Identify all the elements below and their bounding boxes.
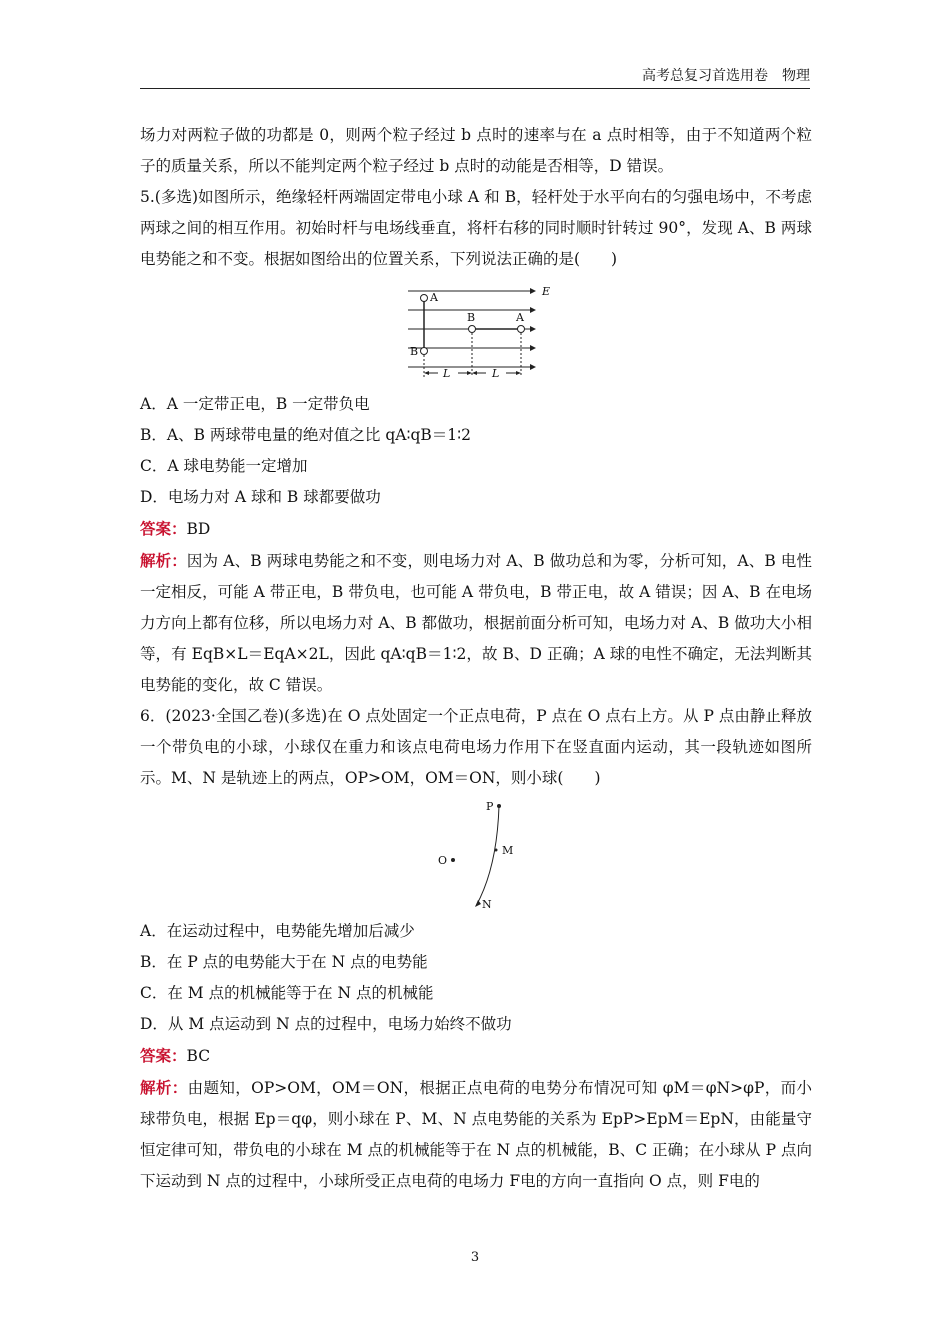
q6-analysis bbox=[140, 1072, 812, 1197]
ball-b-final bbox=[469, 326, 476, 333]
q6-option-a: A．在运动过程中，电势能先增加后减少 bbox=[140, 922, 415, 940]
q5-option-c: C．A 球电势能一定增加 bbox=[140, 457, 308, 475]
trajectory-arrow bbox=[475, 900, 481, 907]
answer-value: BC bbox=[186, 1047, 211, 1065]
q5-option-a: A．A 一定带正电，B 一定带负电 bbox=[140, 395, 370, 413]
ball-b-initial bbox=[421, 348, 428, 355]
point-M bbox=[495, 849, 498, 852]
answer-label: 答案： bbox=[140, 519, 187, 538]
page-header bbox=[140, 66, 810, 89]
label-A-initial: A bbox=[430, 291, 438, 304]
q5-figure bbox=[140, 279, 812, 385]
analysis-text: 由题知，OP>OM，OM＝ON，根据正点电荷的电势分布情况可知 φM＝φN>φP，而小球带负电，根据 Ep＝qφ，则小球在 P、M、N 点电势能的关系为 EpP>EpM＝EpN，由能量守恒定律可知，带负电的小球在 M 点的机械能等于在 N 点的机械能，B、C 正确；在小球从 P 点向下运动到 N 点的过程中，小球所受正点电荷的电场力 F电的方向一直指向 O 点，则 F电的 bbox=[140, 1079, 812, 1190]
ball-a-final bbox=[518, 326, 525, 333]
arrow-head bbox=[467, 371, 472, 375]
label-O: O bbox=[438, 854, 448, 867]
q6-stem: 6．(2023·全国乙卷)(多选)在 O 点处固定一个正点电荷，P 点在 O 点右上方。从 P 点由静止释放一个带负电的小球，小球仅在重力和该点电荷电场力作用下在竖直面内运动，其一段轨迹如图所示。M、N 是轨迹上的两点，OP>OM，OM＝ON，则小球( ) bbox=[140, 707, 812, 787]
label-M: M bbox=[502, 844, 514, 857]
q6-answer bbox=[140, 1040, 812, 1072]
q5-option-d: D．电场力对 A 球和 B 球都要做功 bbox=[140, 488, 381, 506]
analysis-label: 解析： bbox=[140, 1078, 188, 1097]
arrow-head bbox=[530, 326, 536, 332]
label-E: E bbox=[542, 285, 551, 298]
label-B-final: B bbox=[467, 311, 476, 324]
arrow-head bbox=[530, 364, 536, 370]
label-A-final: A bbox=[516, 311, 524, 324]
label-L-right: L bbox=[492, 367, 500, 380]
label-B-initial: B bbox=[410, 345, 419, 358]
arrow-head bbox=[516, 371, 521, 375]
arrow-head bbox=[530, 288, 536, 294]
arrow-head bbox=[530, 345, 536, 351]
q5-stem: 5.(多选)如图所示，绝缘轻杆两端固定带电小球 A 和 B，轻杆处于水平向右的匀强电场中，不考虑两球之间的相互作用。初始时杆与电场线垂直，将杆右移的同时顺时针转过 90°，发现 A、B 两球电势能之和不变。根据如图给出的位置关系，下列说法正确的是( ) bbox=[140, 188, 812, 268]
q5-option-b: B．A、B 两球带电量的绝对值之比 qA∶qB＝1∶2 bbox=[140, 426, 472, 444]
arrow-head bbox=[472, 371, 477, 375]
page-content bbox=[140, 120, 812, 1197]
intro-paragraph: 场力对两粒子做的功都是 0，则两个粒子经过 b 点时的速率与在 a 点时相等，由于不知道两个粒子的质量关系，所以不能判定两个粒子经过 b 点时的动能是否相等，D 错误。 bbox=[140, 126, 812, 175]
analysis-text: 因为 A、B 两球电势能之和不变，则电场力对 A、B 做功总和为零，分析可知，A、B 电性一定相反，可能 A 带正电，B 带负电，也可能 A 带负电，B 带正电，故 A 错误；因 A、B 在电场力方向上都有位移，所以电场力对 A、B 都做功，根据前面分析可知，电场力对 A、B 做功大小相等，有 EqB×L＝EqA×2L，因此 qA∶qB＝1∶2，故 B、D 正确；A 球的电性不确定，无法判断其电势能的变化，故 C 错误。 bbox=[140, 552, 812, 694]
q5-analysis bbox=[140, 545, 812, 701]
header-title: 高考总复习首选用卷 物理 bbox=[642, 68, 810, 84]
analysis-label: 解析： bbox=[140, 551, 187, 570]
point-P bbox=[497, 804, 501, 808]
label-P: P bbox=[486, 800, 494, 813]
q6-option-b: B．在 P 点的电势能大于在 N 点的电势能 bbox=[140, 953, 428, 971]
q6-figure bbox=[140, 798, 812, 912]
label-L-left: L bbox=[443, 367, 451, 380]
label-N: N bbox=[482, 898, 492, 911]
trajectory bbox=[476, 806, 499, 906]
answer-value: BD bbox=[186, 520, 211, 538]
answer-label: 答案： bbox=[140, 1046, 187, 1065]
q6-option-d: D．从 M 点运动到 N 点的过程中，电场力始终不做功 bbox=[140, 1015, 512, 1033]
point-O bbox=[451, 858, 455, 862]
page-number: 3 bbox=[470, 1250, 480, 1265]
q6-option-c: C．在 M 点的机械能等于在 N 点的机械能 bbox=[140, 984, 434, 1002]
ball-a-initial bbox=[421, 295, 428, 302]
arrow-head bbox=[530, 307, 536, 313]
q5-answer bbox=[140, 513, 812, 545]
arrow-head bbox=[424, 371, 429, 375]
